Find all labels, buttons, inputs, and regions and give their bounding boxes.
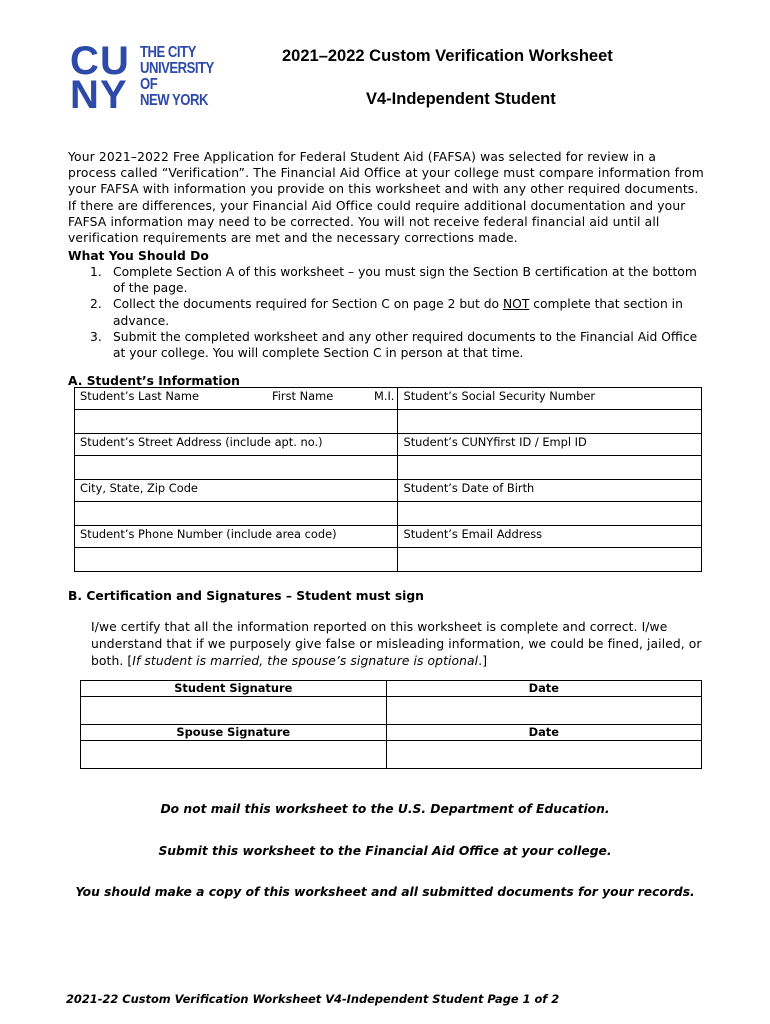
intro-paragraph — [68, 149, 708, 246]
cuny-letters — [70, 39, 136, 117]
ssn-label: Student’s Social Security Number — [398, 388, 702, 410]
spouse-signature-field[interactable] — [81, 741, 387, 769]
what-you-should-do-heading: What You Should Do — [68, 249, 209, 263]
document-subtitle: V4-Independent Student — [366, 90, 556, 108]
certification-text: I/we certify that all the information reported on this worksheet is complete and correct. I/we understand that if we purposely give false or misleading information, we could be fined, jailed, or both. [ — [91, 620, 702, 668]
step-emphasis: NOT — [502, 297, 530, 312]
step-item — [68, 329, 708, 361]
student-name-field[interactable] — [75, 410, 398, 434]
signatures-table — [80, 680, 702, 769]
ssn-field[interactable] — [398, 410, 702, 434]
step-number: 2. — [90, 297, 102, 312]
step-number: 3. — [90, 329, 102, 344]
city-state-zip-label: City, State, Zip Code — [75, 480, 398, 502]
step-text: complete that section in advance. — [113, 297, 683, 328]
logo-letter-c: C — [70, 39, 96, 83]
logo-letter-u: U — [100, 39, 126, 83]
name-labels-cell — [75, 388, 398, 410]
logo-name-line: THE CITY — [140, 44, 196, 61]
city-state-zip-field[interactable] — [75, 502, 398, 526]
logo-university-name — [140, 45, 214, 109]
certification-italic-text: If student is married, the spouse’s signature is optional — [132, 654, 479, 668]
document-title: 2021–2022 Custom Verification Worksheet — [282, 47, 613, 65]
date-of-birth-label: Student’s Date of Birth — [398, 480, 702, 502]
student-date-field[interactable] — [386, 697, 701, 725]
logo-letter-y: Y — [100, 73, 124, 117]
section-a-heading: A. Student’s Information — [68, 374, 240, 388]
step-item — [68, 264, 708, 296]
logo-name-line: UNIVERSITY — [140, 60, 214, 77]
spouse-date-label: Date — [386, 725, 701, 741]
cuny-logo — [70, 39, 230, 117]
student-signature-label: Student Signature — [81, 681, 387, 697]
step-text: Complete Section A of this worksheet – you must sign the Section B certification at the bottom of the page. — [113, 265, 697, 296]
make-copy-note: You should make a copy of this worksheet and all submitted documents for your records. — [75, 885, 695, 899]
step-text: Collect the documents required for Section C on page 2 but do — [113, 297, 503, 312]
step-item — [68, 296, 708, 328]
street-address-field[interactable] — [75, 456, 398, 480]
spouse-signature-label: Spouse Signature — [81, 725, 387, 741]
logo-name-line: OF — [140, 76, 158, 93]
spouse-date-field[interactable] — [386, 741, 701, 769]
page-footer: 2021-22 Custom Verification Worksheet V4-Independent Student Page 1 of 2 — [66, 992, 560, 1006]
section-b-heading: B. Certification and Signatures – Student must sign — [68, 589, 424, 603]
street-address-label: Student’s Street Address (include apt. no.) — [75, 434, 398, 456]
intro-text: Your 2021–2022 Free Application for Federal Student Aid (FAFSA) was selected for review in a process called “Verification”. The Financial Aid Office at your college must compare information from your FAFSA with information you provide on this worksheet and with any other required documents. If there are differences, your Financial Aid Office could require additional documentation and your FAFSA information may need to be corrected. You will not receive federal financial aid until all verification requirements are met and the necessary corrections made. — [68, 150, 704, 246]
last-name-label: Student’s Last Name — [80, 389, 199, 403]
cunyfirst-id-label: Student’s CUNYfirst ID / Empl ID — [398, 434, 702, 456]
submit-worksheet-note: Submit this worksheet to the Financial Aid Office at your college. — [158, 844, 612, 858]
student-date-label: Date — [386, 681, 701, 697]
step-number: 1. — [90, 265, 102, 279]
logo-name-line: NEW YORK — [140, 92, 208, 109]
do-not-mail-note: Do not mail this worksheet to the U.S. Department of Education. — [160, 802, 610, 816]
logo-letter-n: N — [70, 73, 96, 117]
date-of-birth-field[interactable] — [398, 502, 702, 526]
student-signature-field[interactable] — [81, 697, 387, 725]
certification-statement — [91, 619, 703, 670]
step-text: Submit the completed worksheet and any other required documents to the Financial Aid Office at your college. You will complete Section C in person at that time. — [113, 329, 698, 361]
mi-label: M.I. — [374, 389, 395, 403]
steps-list — [68, 264, 708, 361]
student-information-table — [74, 387, 702, 572]
cunyfirst-id-field[interactable] — [398, 456, 702, 480]
phone-number-label: Student’s Phone Number (include area code) — [75, 526, 398, 548]
certification-text-end: .] — [478, 654, 488, 668]
first-name-label: First Name — [272, 389, 334, 403]
phone-number-field[interactable] — [75, 548, 398, 572]
email-address-label: Student’s Email Address — [398, 526, 702, 548]
email-address-field[interactable] — [398, 548, 702, 572]
